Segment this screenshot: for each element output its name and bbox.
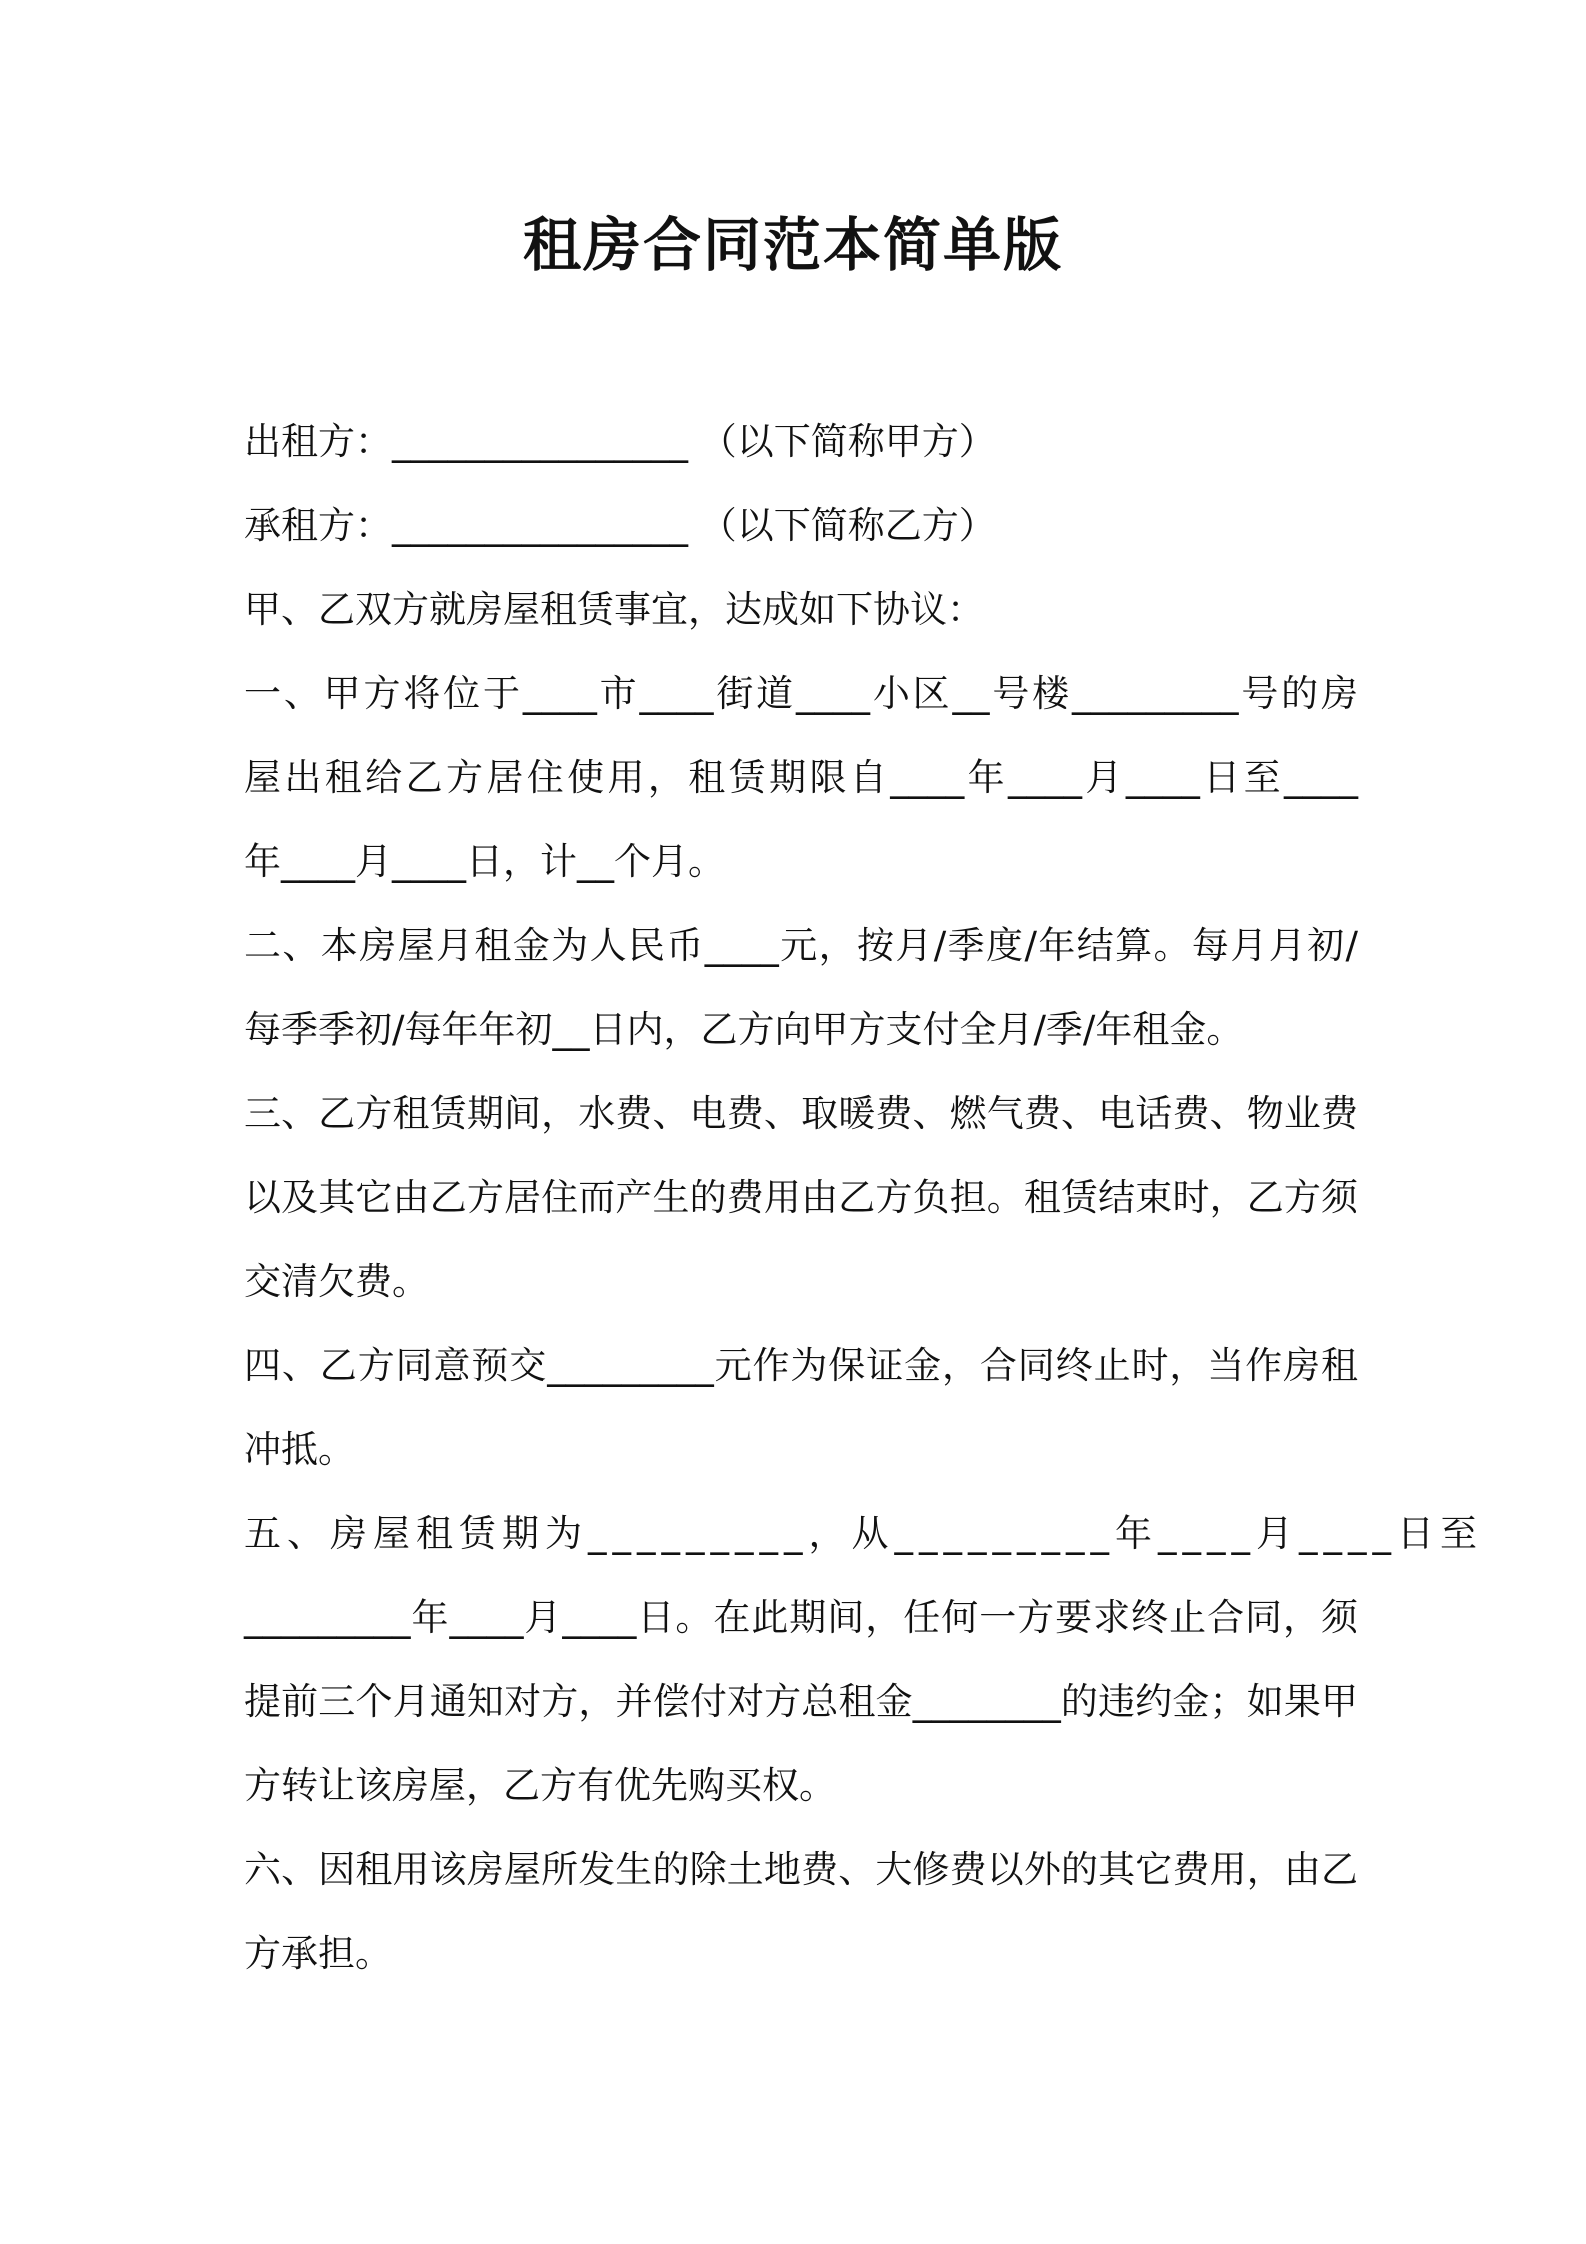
document-title: 租房合同范本简单版 xyxy=(522,211,1063,279)
clause-6-line-1: 六、因租用该房屋所发生的除土地费、大修费以外的其它费用，由乙 xyxy=(244,1848,1358,1891)
clause-3-line-2: 以及其它由乙方居住而产生的费用由乙方负担。租赁结束时，乙方须 xyxy=(244,1176,1358,1219)
clause-1-line-3: 年____月____日，计__个月。 xyxy=(244,840,725,883)
clause-2-line-2: 每季季初/每年年初__日内，乙方向甲方支付全月/季/年租金。 xyxy=(244,1008,1244,1051)
clause-6-line-2: 方承担。 xyxy=(244,1932,392,1975)
clause-1-line-1: 一、甲方将位于____市____街道____小区__号楼_________号的房 xyxy=(244,672,1358,715)
clause-5-line-4: 方转让该房屋，乙方有优先购买权。 xyxy=(244,1764,836,1807)
clause-4-line-2: 冲抵。 xyxy=(244,1428,355,1471)
clause-3-line-3: 交清欠费。 xyxy=(244,1260,429,1303)
clause-5-line-2: _________年____月____日。在此期间，任何一方要求终止合同，须 xyxy=(244,1596,1358,1639)
document-body xyxy=(244,400,1483,1996)
lessee-line: 承租方：________________ （以下简称乙方） xyxy=(244,504,996,547)
lessor-line: 出租方：________________ （以下简称甲方） xyxy=(244,420,996,463)
clause-5-line-1: 五、房屋租赁期为_________，从_________年____月____日至 xyxy=(244,1512,1483,1555)
clause-1-line-2: 屋出租给乙方居住使用，租赁期限自____年____月____日至____ xyxy=(244,756,1358,799)
clause-3-line-1: 三、乙方租赁期间，水费、电费、取暖费、燃气费、电话费、物业费 xyxy=(244,1092,1358,1135)
clause-5-line-3: 提前三个月通知对方，并偿付对方总租金________的违约金；如果甲 xyxy=(244,1680,1358,1723)
clause-2-line-1: 二、本房屋月租金为人民币____元，按月/季度/年结算。每月月初/ xyxy=(244,924,1358,967)
clause-4-line-1: 四、乙方同意预交_________元作为保证金，合同终止时，当作房租 xyxy=(244,1344,1358,1387)
agreement-intro: 甲、乙双方就房屋租赁事宜，达成如下协议： xyxy=(244,588,984,631)
